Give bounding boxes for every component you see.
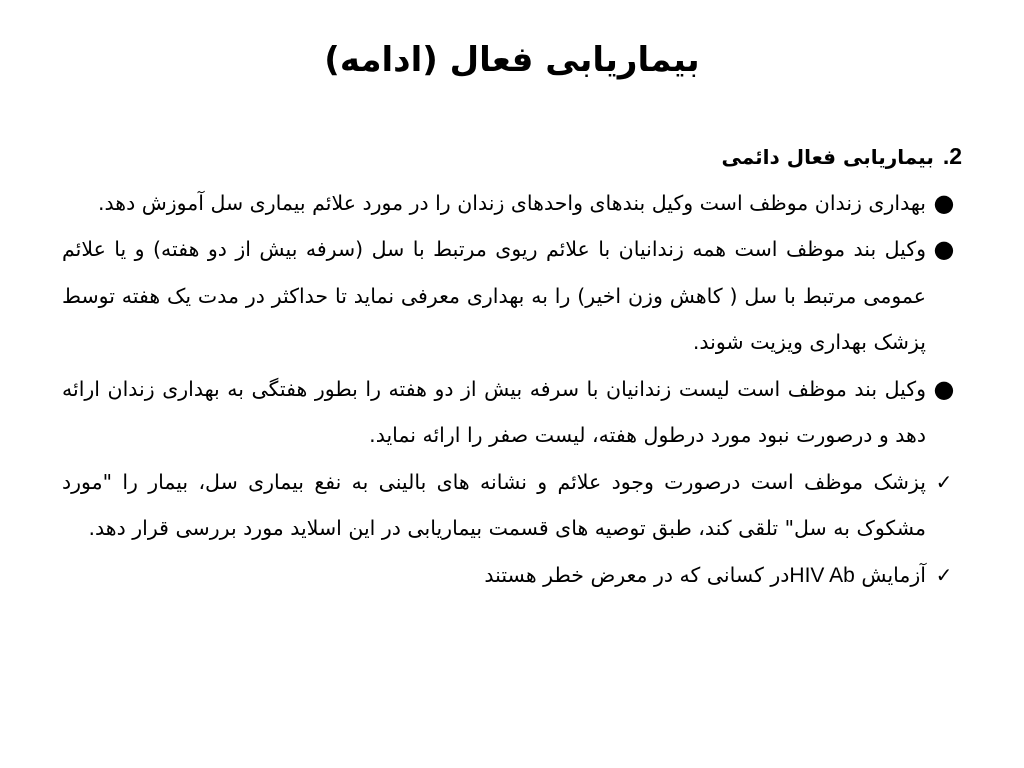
bullet-icon: ● [933, 188, 955, 217]
check-item-latin-term: HIV Ab [789, 563, 855, 587]
bullet-icon: ● [933, 374, 955, 403]
check-item [62, 552, 962, 600]
bullet-icon: ● [933, 235, 955, 263]
section-heading-text: بیماریابی فعال دائمی [721, 145, 934, 169]
section-number: 2. [942, 143, 962, 169]
bullet-item [62, 366, 962, 459]
slide-title: بیماریابی فعال (ادامه) [324, 40, 700, 80]
check-item [62, 459, 962, 552]
check-item-text: پزشک موظف است درصورت وجود علائم و نشانه های بالینی به نفع بیماری سل، بیمار را "مورد مشکوک به سل" تلقی کند، طبق توصیه های قسمت بیماریابی در این اسلاید مورد بررسی قرار دهد. [62, 469, 926, 540]
check-item-text-before: آزمایش [861, 562, 926, 587]
checkmark-icon: ✓ [935, 469, 953, 494]
checkmark-icon: ✓ [935, 562, 953, 587]
bullet-item-text: بهداری زندان موظف است وکیل بندهای واحدهای زندان را در مورد علائم بیماری سل آموزش دهد. [98, 190, 926, 215]
section-heading [62, 133, 962, 180]
bullet-item-text: وکیل بند موظف است لیست زندانیان با سرفه بیش از دو هفته را بطور هفتگی به بهداری زندان ارائه دهد و درصورت نبود مورد درطول هفته، لیست صفر را ارائه نماید. [62, 376, 926, 447]
check-item-text-after: در کسانی که در معرض خطر هستند [484, 562, 790, 587]
bullet-item [62, 180, 962, 227]
bullet-item [62, 226, 962, 366]
bullet-item-text: وکیل بند موظف است همه زندانیان با علائم ریوی مرتبط با سل (سرفه بیش از دو هفته) و یا علائم عمومی مرتبط با سل ( کاهش وزن اخیر) را به بهداری معرفی نماید تا حداکثر در مدت یک هفته توسط پزشک بهداری ویزیت شوند. [62, 237, 926, 354]
slide-content [62, 133, 962, 599]
